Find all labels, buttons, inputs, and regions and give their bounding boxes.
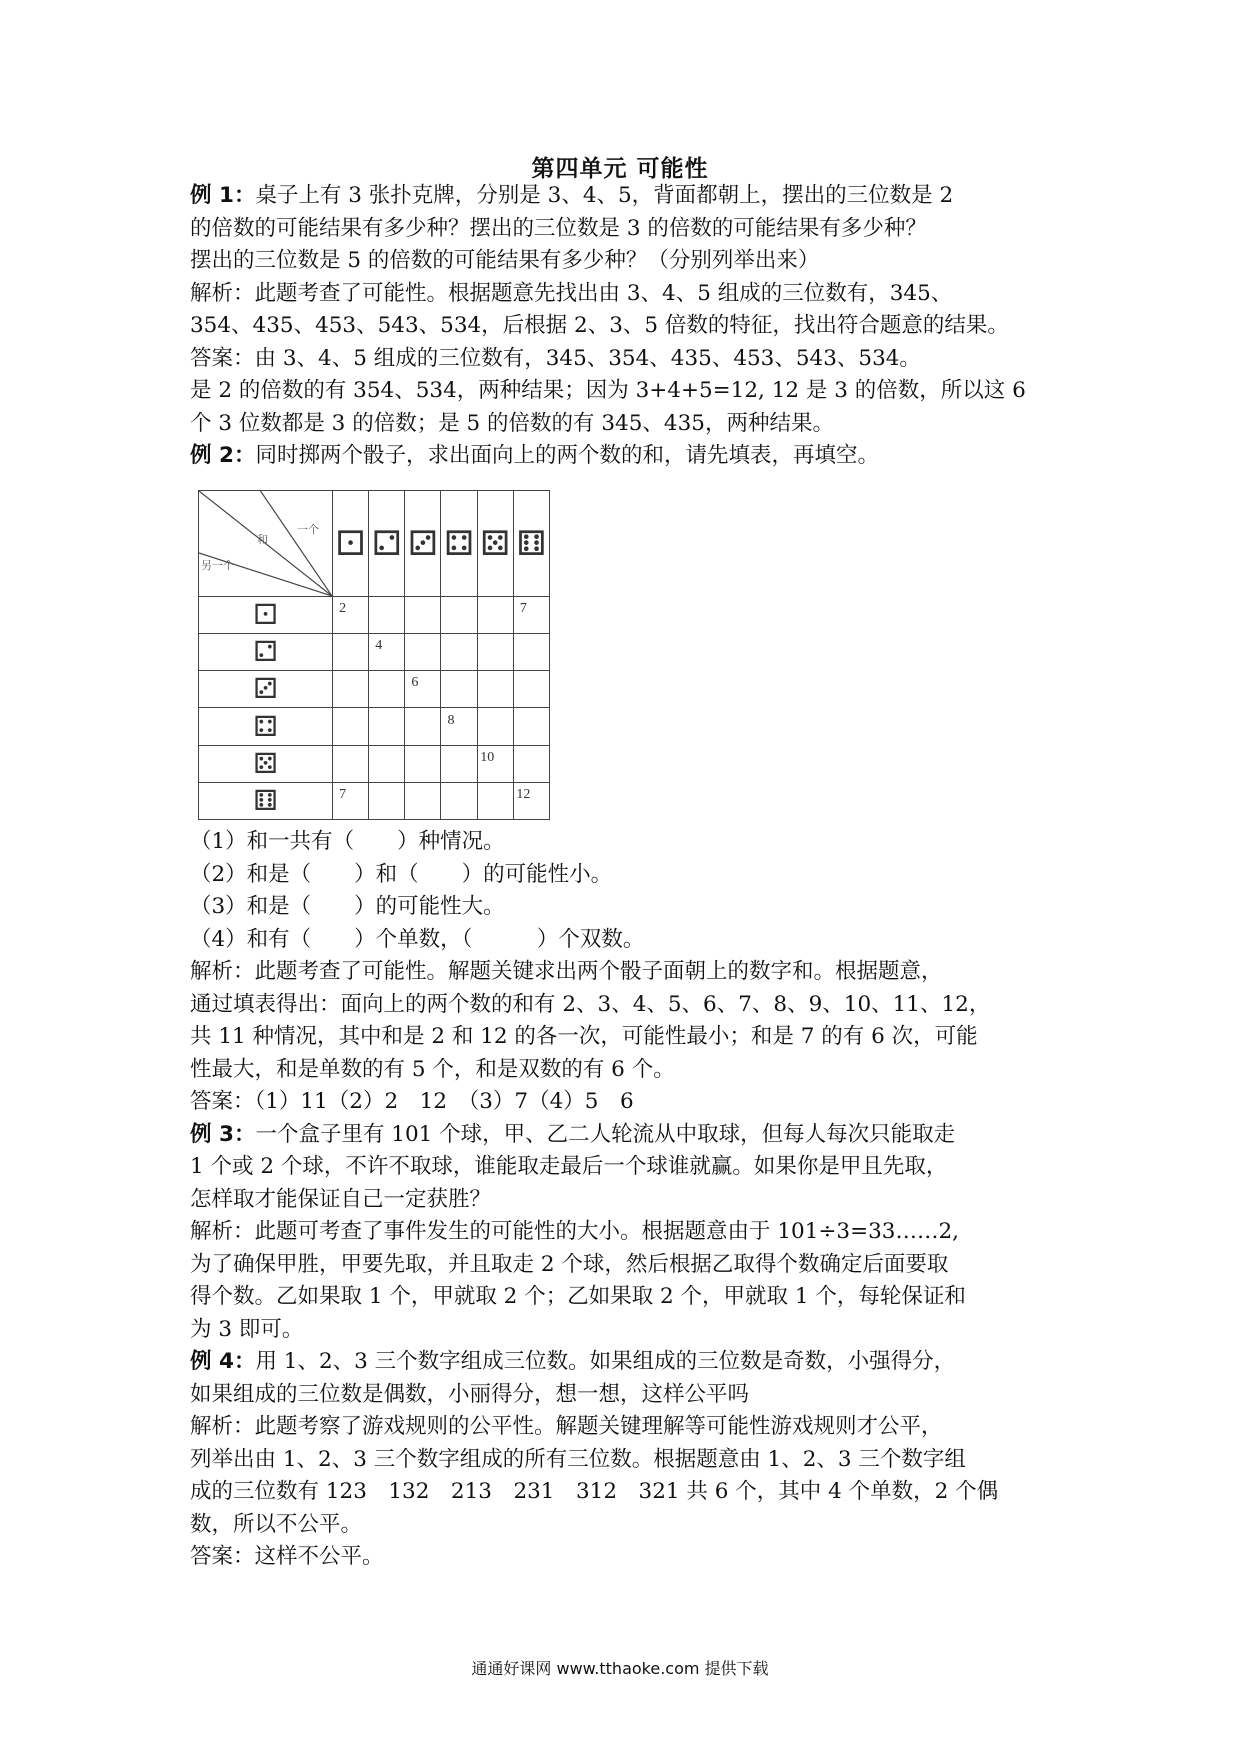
sum-cell: [333, 671, 369, 708]
text-line: [190, 440, 1060, 473]
die-face-row-header: [199, 782, 333, 819]
page-title: 第四单元 可能性: [531, 156, 709, 182]
example-label: 例 4：: [190, 1349, 256, 1374]
page-footer: 通通好课网 www.tthaoke.com 提供下载: [471, 1659, 769, 1678]
die-icon: ⚁: [371, 525, 402, 563]
sum-cell: [513, 597, 549, 634]
table-row: [199, 745, 550, 782]
sum-value: 7: [339, 786, 347, 802]
line-text: 得个数。乙如果取 1 个，甲就取 2 个；乙如果取 2 个，甲就取 1 个，每轮保证和: [190, 1284, 966, 1309]
text-line: [190, 310, 1060, 343]
text-line: [190, 343, 1060, 376]
sum-cell: [477, 634, 513, 671]
line-text: 解析：此题考查了可能性。解题关键求出两个骰子面朝上的数字和。根据题意，: [190, 959, 943, 984]
line-text: 是 2 的倍数的有 354、534，两种结果；因为 3+4+5=12, 12 是 3 的倍数，所以这 6: [190, 378, 1026, 403]
line-text: 一个盒子里有 101 个球，甲、乙二人轮流从中取球，但每人每次只能取走: [255, 1121, 956, 1147]
line-text: （2）和是（ ）和（ ）的可能性小。: [190, 861, 613, 887]
text-line: [190, 278, 1060, 311]
text-line: [190, 826, 1060, 859]
line-text: 个 3 位数都是 3 的倍数；是 5 的倍数的有 345、435，两种结果。: [190, 410, 834, 436]
text-line: [190, 1346, 1060, 1379]
die-face-row-header: [199, 597, 333, 634]
table-corner-header: [199, 491, 333, 597]
sum-value: 6: [411, 675, 419, 691]
sum-cell: [333, 597, 369, 634]
example-1-block: [190, 180, 1060, 473]
line-text: 1 个或 2 个球，不许不取球，谁能取走最后一个球谁就赢。如果你是甲且先取，: [190, 1154, 948, 1179]
sum-cell: [369, 708, 405, 745]
text-line: [190, 1021, 1060, 1054]
table-row: [199, 782, 550, 819]
line-text: 解析：此题考察了游戏规则的公平性。解题关键理解等可能性游戏规则才公平，: [190, 1414, 943, 1439]
sum-cell: [405, 671, 441, 708]
text-line: [190, 1086, 1060, 1119]
example-label: 例 1：: [190, 183, 256, 208]
text-line: [190, 1476, 1060, 1509]
sum-cell: [477, 671, 513, 708]
table-row: [199, 634, 550, 671]
line-text: 用 1、2、3 三个数字组成三位数。如果组成的三位数是奇数，小强得分，: [255, 1349, 956, 1374]
sum-cell: [441, 745, 477, 782]
line-text: （4）和有（ ）个单数，（ ）个双数。: [190, 926, 645, 952]
die-icon: ⚄: [253, 748, 278, 780]
text-line: [190, 375, 1060, 408]
sum-cell: [369, 671, 405, 708]
die-icon: ⚂: [253, 674, 278, 706]
text-line: [190, 1411, 1060, 1444]
sum-value: 2: [339, 601, 347, 617]
sum-cell: [369, 745, 405, 782]
die-icon: ⚃: [253, 711, 278, 743]
corner-label: 和: [257, 534, 268, 546]
line-text: 成的三位数有 123 132 213 231 312 321 共 6 个，其中 4 个单数，2 个偶: [190, 1479, 999, 1504]
die-face-column-header: [369, 491, 405, 597]
example-2-4-block: [190, 826, 1060, 1574]
text-line: [190, 1281, 1060, 1314]
line-text: 性最大，和是单数的有 5 个，和是双数的有 6 个。: [190, 1056, 675, 1082]
die-face-column-header: [405, 491, 441, 597]
text-line: [190, 956, 1060, 989]
line-text: 354、435、453、543、534，后根据 2、3、5 倍数的特征，找出符合题意的结果。: [190, 313, 1009, 338]
text-line: [190, 1314, 1060, 1347]
sum-cell: [513, 708, 549, 745]
corner-label: 另一个: [201, 560, 234, 572]
line-text: 如果组成的三位数是偶数，小丽得分，想一想，这样公平吗: [190, 1381, 750, 1407]
sum-cell: [405, 782, 441, 819]
text-line: [190, 1119, 1060, 1152]
sum-cell: [405, 597, 441, 634]
table-row: [199, 708, 550, 745]
die-face-column-header: [513, 491, 549, 597]
sum-cell: [405, 708, 441, 745]
sum-cell: [333, 782, 369, 819]
sum-cell: [441, 708, 477, 745]
line-text: 解析：此题可考查了事件发生的可能性的大小。根据题意由于 101÷3=33……2,: [190, 1219, 959, 1244]
die-face-row-header: [199, 671, 333, 708]
line-text: 解析：此题考查了可能性。根据题意先找出由 3、4、5 组成的三位数有，345、: [190, 280, 953, 306]
sum-cell: [405, 634, 441, 671]
die-icon: ⚀: [335, 525, 366, 563]
sum-cell: [441, 782, 477, 819]
sum-cell: [333, 708, 369, 745]
corner-label: 一个: [297, 524, 319, 536]
line-text: 共 11 种情况，其中和是 2 和 12 的各一次，可能性最小；和是 7 的有 6 次，可能: [190, 1024, 978, 1049]
text-line: [190, 924, 1060, 957]
sum-cell: [513, 782, 549, 819]
die-icon: ⚂: [408, 525, 438, 563]
text-line: [190, 245, 1060, 278]
sum-cell: [441, 671, 477, 708]
die-face-column-header: [441, 491, 477, 597]
text-line: [190, 859, 1060, 892]
line-text: （1）和一共有（ ）种情况。: [190, 829, 505, 854]
table-row: [199, 671, 550, 708]
sum-cell: [441, 597, 477, 634]
example-label: 例 2：: [190, 443, 256, 468]
die-icon: ⚄: [480, 525, 510, 563]
sum-value: 10: [480, 749, 495, 765]
sum-cell: [477, 745, 513, 782]
die-face-column-header: [477, 491, 513, 597]
sum-value: 8: [447, 712, 455, 728]
line-text: 摆出的三位数是 5 的倍数的可能结果有多少种？（分别列举出来）: [190, 248, 820, 273]
sum-cell: [477, 708, 513, 745]
line-text: 为了确保甲胜，甲要先取，并且取走 2 个球，然后根据乙取得个数确定后面要取: [190, 1251, 949, 1277]
text-line: [190, 1379, 1060, 1412]
line-text: 答案：由 3、4、5 组成的三位数有，345、354、435、453、543、534。: [190, 345, 921, 371]
sum-cell: [369, 782, 405, 819]
sum-cell: [513, 745, 549, 782]
sum-cell: [369, 634, 405, 671]
text-line: [190, 891, 1060, 924]
line-text: 答案：这样不公平。: [190, 1544, 384, 1569]
text-line: [190, 1444, 1060, 1477]
example-label: 例 3：: [190, 1121, 256, 1147]
sum-cell: [513, 671, 549, 708]
die-icon: ⚅: [253, 785, 278, 817]
sum-cell: [513, 634, 549, 671]
sum-value: 12: [516, 786, 531, 802]
text-line: [190, 989, 1060, 1022]
line-text: 为 3 即可。: [190, 1316, 304, 1342]
die-icon: ⚁: [253, 637, 278, 669]
text-line: [190, 213, 1060, 246]
text-line: [190, 180, 1060, 213]
text-line: [190, 1249, 1060, 1282]
text-line: [190, 1541, 1060, 1574]
line-text: 同时掷两个骰子，求出面向上的两个数的和，请先填表，再填空。: [255, 443, 879, 468]
sum-cell: [333, 634, 369, 671]
line-text: 怎样取才能保证自己一定获胜？: [190, 1186, 492, 1212]
table-row: [199, 597, 550, 634]
line-text: 通过填表得出：面向上的两个数的和有 2、3、4、5、6、7、8、9、10、11、12，: [190, 991, 991, 1017]
sum-cell: [333, 745, 369, 782]
sum-cell: [405, 745, 441, 782]
line-text: 数，所以不公平。: [190, 1511, 363, 1537]
text-line: [190, 1151, 1060, 1184]
text-line: [190, 1216, 1060, 1249]
line-text: 列举出由 1、2、3 三个数字组成的所有三位数。根据题意由 1、2、3 三个数字组: [190, 1446, 966, 1472]
dice-sum-table: [198, 490, 550, 820]
line-text: 答案：（1）11（2）2 12 （3）7（4）5 6: [190, 1089, 634, 1114]
sum-cell: [477, 782, 513, 819]
die-face-row-header: [199, 745, 333, 782]
die-icon: ⚀: [253, 600, 278, 632]
sum-cell: [369, 597, 405, 634]
text-line: [190, 1054, 1060, 1087]
die-icon: ⚃: [444, 525, 474, 563]
text-line: [190, 408, 1060, 441]
sum-cell: [477, 597, 513, 634]
die-icon: ⚅: [516, 525, 547, 563]
sum-value: 4: [375, 638, 383, 654]
line-text: 桌子上有 3 张扑克牌，分别是 3、4、5，背面都朝上，摆出的三位数是 2: [255, 183, 954, 208]
text-line: [190, 1184, 1060, 1217]
sum-cell: [441, 634, 477, 671]
line-text: （3）和是（ ）的可能性大。: [190, 894, 505, 919]
die-face-column-header: [333, 491, 369, 597]
text-line: [190, 1509, 1060, 1542]
die-face-row-header: [199, 634, 333, 671]
die-face-row-header: [199, 708, 333, 745]
sum-value: 7: [519, 601, 527, 617]
line-text: 的倍数的可能结果有多少种？摆出的三位数是 3 的倍数的可能结果有多少种？: [190, 215, 927, 241]
